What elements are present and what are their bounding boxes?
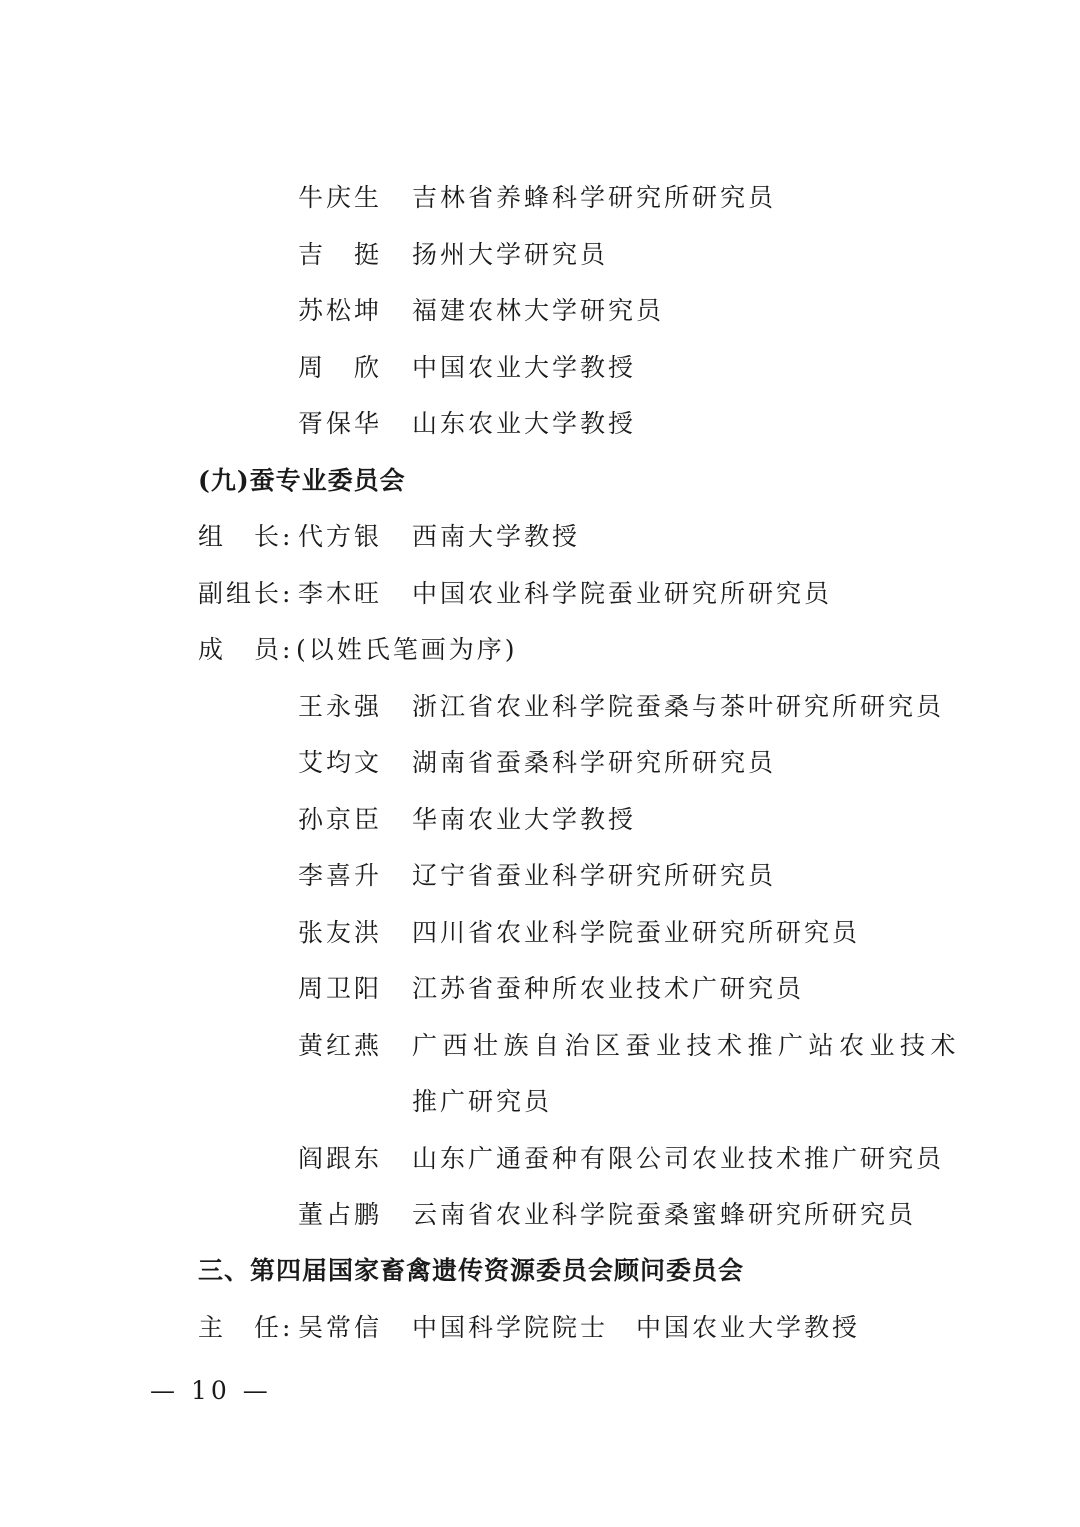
member-affiliation: 山东农业大学教授 bbox=[412, 409, 637, 438]
member-affiliation: 云南省农业科学院蚕桑蜜蜂研究所研究员 bbox=[412, 1200, 917, 1229]
section-heading: 三、第四届国家畜禽遗传资源委员会顾问委员会 bbox=[198, 1256, 745, 1285]
leader-affiliation: 西南大学教授 bbox=[412, 522, 581, 551]
member-affiliation: 吉林省养蜂科学研究所研究员 bbox=[412, 183, 777, 212]
role-label: 主 任: bbox=[198, 1313, 294, 1342]
member-affiliation: 中国农业大学教授 bbox=[412, 353, 637, 382]
member-name: 苏松坤 bbox=[298, 296, 383, 325]
member-affiliation: 浙江省农业科学院蚕桑与茶叶研究所研究员 bbox=[412, 692, 945, 721]
member-name: 艾均文 bbox=[298, 748, 383, 777]
director-name: 吴常信 bbox=[298, 1313, 383, 1342]
director-affiliation: 中国科学院院士 中国农业大学教授 bbox=[412, 1313, 861, 1342]
role-label: 副组长: bbox=[198, 579, 294, 608]
deputy-affiliation: 中国农业科学院蚕业研究所研究员 bbox=[412, 579, 833, 608]
leader-name: 代方银 bbox=[298, 522, 383, 551]
member-affiliation: 辽宁省蚕业科学研究所研究员 bbox=[412, 861, 777, 890]
page-number: — 10 — bbox=[150, 1376, 272, 1405]
deputy-name: 李木旺 bbox=[298, 579, 383, 608]
role-label: 成 员: bbox=[198, 635, 294, 664]
member-name: 阎跟东 bbox=[298, 1144, 383, 1173]
member-name: 孙京臣 bbox=[298, 805, 383, 834]
member-affiliation: 山东广通蚕种有限公司农业技术推广研究员 bbox=[412, 1144, 945, 1173]
member-name: 周 欣 bbox=[298, 353, 383, 382]
member-affiliation-continued: 推广研究员 bbox=[412, 1087, 553, 1116]
section-heading: (九)蚕专业委员会 bbox=[198, 466, 406, 495]
member-name: 黄红燕 bbox=[298, 1031, 383, 1060]
member-affiliation: 扬州大学研究员 bbox=[412, 240, 609, 269]
member-name: 王永强 bbox=[298, 692, 383, 721]
members-note: (以姓氏笔画为序) bbox=[296, 635, 518, 664]
member-name: 牛庆生 bbox=[298, 183, 383, 212]
member-affiliation: 四川省农业科学院蚕业研究所研究员 bbox=[412, 918, 861, 947]
member-affiliation: 华南农业大学教授 bbox=[412, 805, 637, 834]
member-name: 李喜升 bbox=[298, 861, 383, 890]
member-affiliation: 湖南省蚕桑科学研究所研究员 bbox=[412, 748, 777, 777]
member-name: 吉 挺 bbox=[298, 240, 383, 269]
member-name: 董占鹏 bbox=[298, 1200, 383, 1229]
member-name: 张友洪 bbox=[298, 918, 383, 947]
role-label: 组 长: bbox=[198, 522, 294, 551]
member-affiliation: 福建农林大学研究员 bbox=[412, 296, 665, 325]
member-affiliation: 广西壮族自治区蚕业技术推广站农业技术 bbox=[412, 1031, 962, 1060]
member-name: 胥保华 bbox=[298, 409, 383, 438]
member-affiliation: 江苏省蚕种所农业技术广研究员 bbox=[412, 974, 805, 1003]
member-name: 周卫阳 bbox=[298, 974, 383, 1003]
